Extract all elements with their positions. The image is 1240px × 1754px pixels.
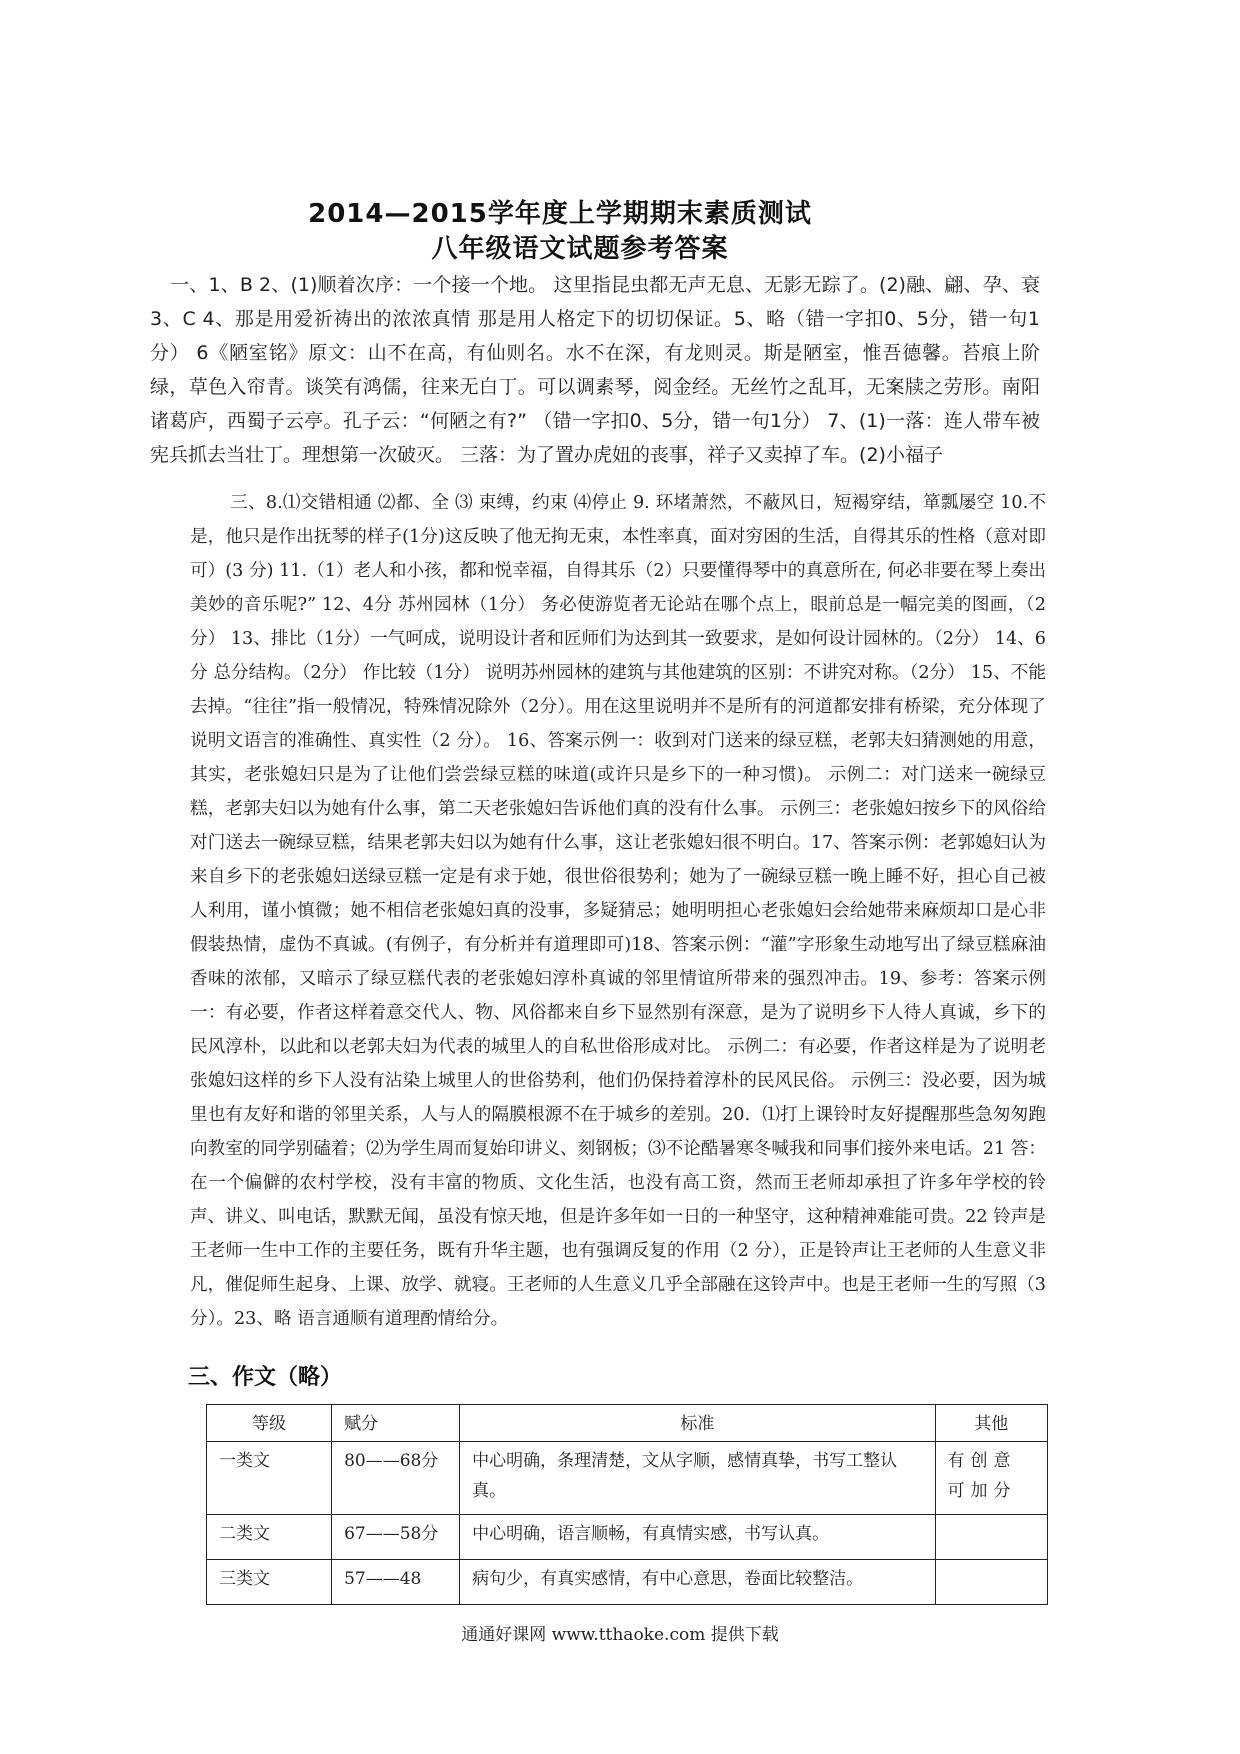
- header-cell-grade: 等级: [207, 1405, 332, 1442]
- table-row: [207, 1442, 1048, 1515]
- cell-standard: 中心明确，语言顺畅，有真情实感，书写认真。: [460, 1515, 935, 1560]
- grading-table-header: [207, 1405, 1048, 1442]
- header-cell-other: 其他: [935, 1405, 1047, 1442]
- cell-standard: 病句少，有真实感情，有中心意思，卷面比较整洁。: [460, 1560, 935, 1605]
- cell-grade: 三类文: [207, 1560, 332, 1605]
- document-subtitle: 八年级语文试题参考答案: [431, 234, 729, 264]
- cell-standard: 中心明确，条理清楚，文从字顺，感情真挚，书写工整认真。: [460, 1442, 935, 1515]
- footer-credit: 通通好课网 www.tthaoke.com 提供下载: [461, 1625, 779, 1645]
- table-row: [207, 1515, 1048, 1560]
- cell-other: [935, 1560, 1047, 1605]
- header-cell-standard: 标准: [460, 1405, 935, 1442]
- cell-score: 57——48: [332, 1560, 460, 1605]
- composition-heading: 三、作文（略）: [188, 1365, 343, 1390]
- cell-other: 有创意可加分: [935, 1442, 1047, 1515]
- document-title: 2014—2015学年度上学期期末素质测试: [308, 199, 812, 229]
- cell-grade: 二类文: [207, 1515, 332, 1560]
- answers-part-three: [190, 486, 1046, 1336]
- answers-part-one: [150, 268, 1040, 472]
- answers-part-one-text: 一、1、B 2、(1)顺着次序：一个接一个地。 这里指昆虫都无声无息、无影无踪了。(2)融、翩、孕、衰 3、C 4、那是用爱祈祷出的浓浓真情 那是用人格定下的切切保证。5、略（错一字扣0、5分，错一句1分） 6《陋室铭》原文：山不在高，有仙则名。水不在深，有龙则灵。斯是陋室，惟吾德馨。苔痕上阶绿，草色入帘青。谈笑有鸿儒，往来无白丁。可以调素琴，阅金经。无丝竹之乱耳，无案牍之劳形。南阳诸葛庐，西蜀子云亭。孔子云：“何陋之有?” （错一字扣0、5分，错一句1分） 7、(1)一落：连人带车被宪兵抓去当壮丁。理想第一次破灭。 三落：为了置办虎妞的丧事，祥子又卖掉了车。(2)小福子: [150, 274, 1040, 466]
- grading-table: [206, 1404, 1048, 1605]
- header-cell-score: 赋分: [332, 1405, 460, 1442]
- cell-score: 80——68分: [332, 1442, 460, 1515]
- table-row: [207, 1560, 1048, 1605]
- answers-part-three-text: 三、8.⑴交错相通 ⑵都、全 ⑶ 束缚，约束 ⑷停止 9. 环堵萧然，不蔽风日，短褐穿结，箪瓢屡空 10.不是，他只是作出抚琴的样子(1分)这反映了他无拘无束，本性率真，面对穷困的生活，自得其乐的性格（意对即可）(3 分) 11.（1）老人和小孩，都和悦幸福，自得其乐（2）只要懂得琴中的真意所在, 何必非要在琴上奏出美妙的音乐呢?” 12、4分 苏州园林（1分） 务必使游览者无论站在哪个点上，眼前总是一幅完美的图画，（2分） 13、排比（1分）一气呵成，说明设计者和匠师们为达到其一致要求，是如何设计园林的。（2分） 14、6分 总分结构。（2分） 作比较（1分） 说明苏州园林的建筑与其他建筑的区别：不讲究对称。（2分） 15、不能去掉。“往往”指一般情况，特殊情况除外（2分）。用在这里说明并不是所有的河道都安排有桥梁，充分体现了说明文语言的准确性、真实性（2 分）。 16、答案示例一：收到对门送来的绿豆糕，老郭夫妇猜测她的用意，其实，老张媳妇只是为了让他们尝尝绿豆糕的味道(或许只是乡下的一种习惯)。 示例二：对门送来一碗绿豆糕，老郭夫妇以为她有什么事，第二天老张媳妇告诉他们真的没有什么事。 示例三：老张媳妇按乡下的风俗给对门送去一碗绿豆糕，结果老郭夫妇以为她有什么事，这让老张媳妇很不明白。17、答案示例：老郭媳妇认为来自乡下的老张媳妇送绿豆糕一定是有求于她，很世俗很势利；她为了一碗绿豆糕一晚上睡不好，担心自己被人利用，谨小慎微；她不相信老张媳妇真的没事，多疑猜忌；她明明担心老张媳妇会给她带来麻烦却口是心非假装热情，虚伪不真诚。(有例子，有分析并有道理即可)18、答案示例：“灌”字形象生动地写出了绿豆糕麻油香味的浓郁，又暗示了绿豆糕代表的老张媳妇淳朴真诚的邻里情谊所带来的强烈冲击。19、参考：答案示例一：有必要，作者这样着意交代人、物、风俗都来自乡下显然别有深意，是为了说明乡下人待人真诚，乡下的民风淳朴，以此和以老郭夫妇为代表的城里人的自私世俗形成对比。 示例二：有必要，作者这样是为了说明老张媳妇这样的乡下人没有沾染上城里人的世俗势利，他们仍保持着淳朴的民风民俗。 示例三：没必要，因为城里也有友好和谐的邻里关系，人与人的隔膜根源不在于城乡的差别。20．⑴打上课铃时友好提醒那些急匆匆跑向教室的同学别磕着；⑵为学生周而复始印讲义、刻钢板；⑶不论酷暑寒冬喊我和同事们接外来电话。21 答：在一个偏僻的农村学校，没有丰富的物质、文化生活，也没有高工资，然而王老师却承担了许多年学校的铃声、讲义、叫电话，默默无闻，虽没有惊天地，但是许多年如一日的一种坚守，这种精神难能可贵。22 铃声是王老师一生中工作的主要任务，既有升华主题，也有强调反复的作用（2 分），正是铃声让王老师的人生意义非凡，催促师生起身、上课、放学、就寝。王老师的人生意义几乎全部融在这铃声中。也是王老师一生的写照（3分）。23、略 语言通顺有道理酌情给分。: [190, 493, 1046, 1329]
- cell-grade: 一类文: [207, 1442, 332, 1515]
- cell-score: 67——58分: [332, 1515, 460, 1560]
- cell-other: [935, 1515, 1047, 1560]
